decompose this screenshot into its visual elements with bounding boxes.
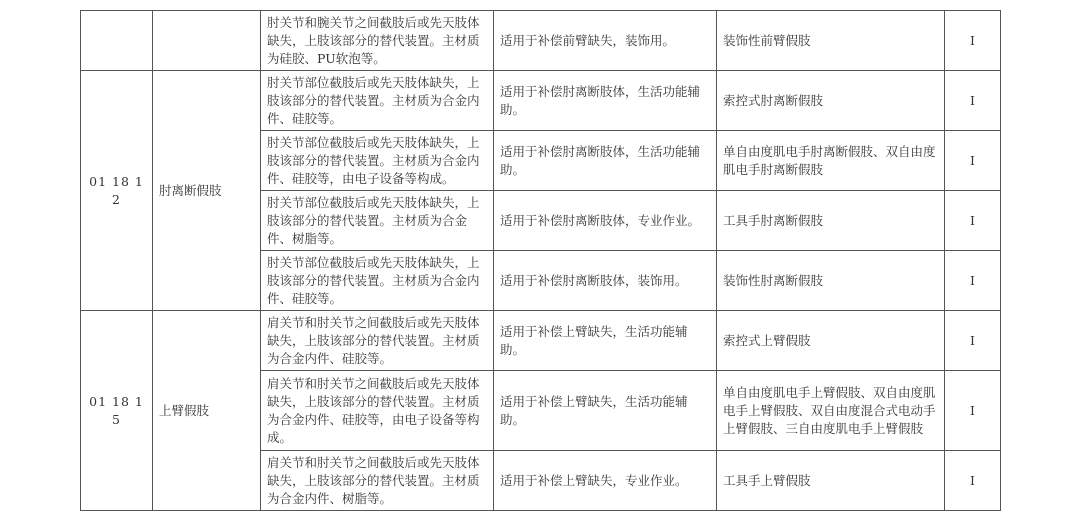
product-names-cell: 工具手肘离断假肢 bbox=[717, 191, 945, 251]
description-cell: 肘关节和腕关节之间截肢后或先天肢体缺失，上肢该部分的替代装置。主材质为硅胶、PU软泡等。 bbox=[261, 11, 494, 71]
description-cell: 肘关节部位截肢后或先天肢体缺失，上肢该部分的替代装置。主材质为合金件、树脂等。 bbox=[261, 191, 494, 251]
description-cell: 肩关节和肘关节之间截肢后或先天肢体缺失，上肢该部分的替代装置。主材质为合金内件、硅胶等。 bbox=[261, 311, 494, 371]
category-name-cell: 肘离断假肢 bbox=[153, 71, 261, 311]
management-class-cell: Ⅰ bbox=[945, 11, 1001, 71]
management-class-cell: Ⅰ bbox=[945, 371, 1001, 451]
intended-use-cell: 适用于补偿肘离断肢体，生活功能辅助。 bbox=[494, 131, 717, 191]
description-cell: 肩关节和肘关节之间截肢后或先天肢体缺失，上肢该部分的替代装置。主材质为合金内件、树脂等。 bbox=[261, 451, 494, 511]
management-class-cell: Ⅰ bbox=[945, 71, 1001, 131]
management-class-cell: Ⅰ bbox=[945, 131, 1001, 191]
management-class-cell: Ⅰ bbox=[945, 251, 1001, 311]
category-code-cell: 01 18 12 bbox=[81, 71, 153, 311]
product-names-cell: 装饰性肘离断假肢 bbox=[717, 251, 945, 311]
description-cell: 肩关节和肘关节之间截肢后或先天肢体缺失，上肢该部分的替代装置。主材质为合金内件、硅胶等，由电子设备等构成。 bbox=[261, 371, 494, 451]
product-names-cell: 单自由度肌电手肘离断假肢、双自由度肌电手肘离断假肢 bbox=[717, 131, 945, 191]
intended-use-cell: 适用于补偿肘离断肢体，专业作业。 bbox=[494, 191, 717, 251]
table-row bbox=[81, 71, 1001, 131]
category-name-cell bbox=[153, 11, 261, 71]
category-name-cell: 上臂假肢 bbox=[153, 311, 261, 511]
intended-use-cell: 适用于补偿肘离断肢体，生活功能辅助。 bbox=[494, 71, 717, 131]
management-class-cell: Ⅰ bbox=[945, 311, 1001, 371]
product-names-cell: 索控式上臂假肢 bbox=[717, 311, 945, 371]
description-cell: 肘关节部位截肢后或先天肢体缺失，上肢该部分的替代装置。主材质为合金内件、硅胶等。 bbox=[261, 71, 494, 131]
intended-use-cell: 适用于补偿前臂缺失，装饰用。 bbox=[494, 11, 717, 71]
table-row bbox=[81, 11, 1001, 71]
category-code-cell: 01 18 15 bbox=[81, 311, 153, 511]
document-page bbox=[80, 10, 1000, 511]
product-names-cell: 装饰性前臂假肢 bbox=[717, 11, 945, 71]
intended-use-cell: 适用于补偿上臂缺失，生活功能辅助。 bbox=[494, 371, 717, 451]
intended-use-cell: 适用于补偿上臂缺失，专业作业。 bbox=[494, 451, 717, 511]
intended-use-cell: 适用于补偿上臂缺失，生活功能辅助。 bbox=[494, 311, 717, 371]
classification-table bbox=[80, 10, 1001, 511]
description-cell: 肘关节部位截肢后或先天肢体缺失，上肢该部分的替代装置。主材质为合金内件、硅胶等。 bbox=[261, 251, 494, 311]
product-names-cell: 工具手上臂假肢 bbox=[717, 451, 945, 511]
product-names-cell: 单自由度肌电手上臂假肢、双自由度肌电手上臂假肢、双自由度混合式电动手上臂假肢、三自由度肌电手上臂假肢 bbox=[717, 371, 945, 451]
management-class-cell: Ⅰ bbox=[945, 191, 1001, 251]
category-code-cell bbox=[81, 11, 153, 71]
description-cell: 肘关节部位截肢后或先天肢体缺失，上肢该部分的替代装置。主材质为合金内件、硅胶等，由电子设备等构成。 bbox=[261, 131, 494, 191]
table-row bbox=[81, 311, 1001, 371]
product-names-cell: 索控式肘离断假肢 bbox=[717, 71, 945, 131]
management-class-cell: Ⅰ bbox=[945, 451, 1001, 511]
intended-use-cell: 适用于补偿肘离断肢体，装饰用。 bbox=[494, 251, 717, 311]
